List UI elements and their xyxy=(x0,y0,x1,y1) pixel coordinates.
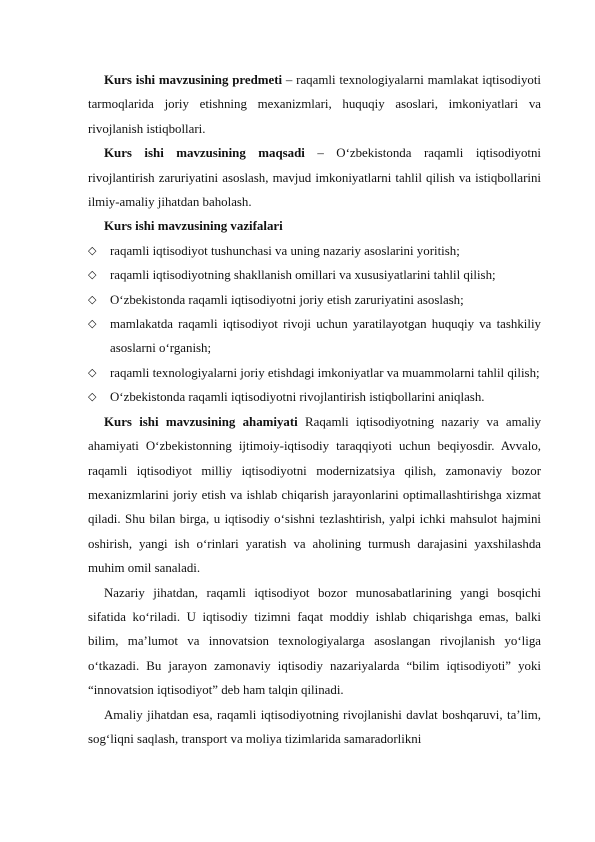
list-item xyxy=(88,385,541,409)
subject-text: – raqamli texnologiyalarni mamlakat iqtisodiyoti tarmoqlarida joriy etishning mexanizmlari, huquqiy asoslari, imkoniyatlari va rivojlanish istiqbollari. xyxy=(88,73,542,136)
diamond-outline-icon: ◇ xyxy=(88,243,97,257)
list-item xyxy=(88,361,541,385)
task-text: mamlakatda raqamli iqtisodiyot rivoji uchun yaratilayotgan huquqiy va tashkiliy asoslarni o‘rganish; xyxy=(110,317,541,356)
list-item xyxy=(88,239,541,263)
importance-text: Raqamli iqtisodiyotning nazariy va amaliy ahamiyati O‘zbekistonning ijtimoiy-iqtisodiy taraqqiyoti uchun beqiyosdir. Avvalo, raqamli iqtisodiyot milliy iqtisodiyotni modernizatsiya qilish, zamonaviy bozor mexanizmlarini joriy etish va ishlab chiqarish jarayonlarini optimallashtirishga xizmat qiladi. Shu bilan birga, u iqtisodiy o‘sishni tezlashtirish, yalpi ichki mahsulot hajmini oshirish, yangi ish o‘rinlari yaratish va aholining turmush darajasini yaxshilashda muhim omil sanaladi. xyxy=(88,414,542,576)
practice-paragraph: Amaliy jihatdan esa, raqamli iqtisodiyotning rivojlanishi davlat boshqaruvi, ta’lim, sog‘liqni saqlash, transport va moliya tizimlarida samaradorlikni xyxy=(88,707,541,746)
diamond-outline-icon: ◇ xyxy=(88,317,97,331)
list-item xyxy=(88,288,541,312)
list-item xyxy=(88,263,541,287)
goal-label: Kurs ishi mavzusining maqsadi xyxy=(104,146,305,161)
document-page xyxy=(88,68,541,751)
goal-paragraph xyxy=(88,141,541,214)
tasks-list xyxy=(88,239,541,410)
task-text: raqamli texnologiyalarni joriy etishdagi imkoniyatlar va muammolarni tahlil qilish; xyxy=(110,365,540,380)
diamond-outline-icon: ◇ xyxy=(88,292,97,306)
goal-text: – O‘zbekistonda raqamli iqtisodiyotni rivojlantirish zaruriyatini asoslash, mavjud imkoniyatlarni tahlil qilish va istiqbollarini ilmiy-amaliy jihatdan baholash. xyxy=(88,146,541,210)
subject-label: Kurs ishi mavzusining predmeti xyxy=(104,73,283,87)
tasks-heading: Kurs ishi mavzusining vazifalari xyxy=(104,219,283,234)
task-text: raqamli iqtisodiyotning shakllanish omillari va xususiyatlarini tahlil qilish; xyxy=(110,268,496,283)
importance-label: Kurs ishi mavzusining ahamiyati xyxy=(104,414,298,429)
diamond-outline-icon: ◇ xyxy=(88,268,97,282)
task-text: raqamli iqtisodiyot tushunchasi va uning nazariy asoslarini yoritish; xyxy=(110,243,460,258)
task-text: O‘zbekistonda raqamli iqtisodiyotni rivojlantirish istiqbollarini aniqlash. xyxy=(110,390,485,405)
subject-paragraph xyxy=(88,68,541,141)
task-text: O‘zbekistonda raqamli iqtisodiyotni joriy etish zaruriyatini asoslash; xyxy=(110,292,464,307)
diamond-outline-icon: ◇ xyxy=(88,390,97,404)
theory-paragraph: Nazariy jihatdan, raqamli iqtisodiyot bozor munosabatlarining yangi bosqichi sifatida ko‘riladi. U iqtisodiy tizimni faqat moddiy ishlab chiqarishga emas, balki bilim, ma’lumot va innovatsion texnologiyalarga asoslangan rivojlanish yo‘liga o‘tkazadi. Bu jarayon zamonaviy iqtisodiy nazariyalarda “bilim iqtisodiyoti” yoki “innovatsion iqtisodiyot” deb ham talqin qilinadi. xyxy=(88,585,541,698)
importance-paragraph xyxy=(88,410,541,581)
diamond-outline-icon: ◇ xyxy=(88,365,97,379)
list-item xyxy=(88,312,541,361)
